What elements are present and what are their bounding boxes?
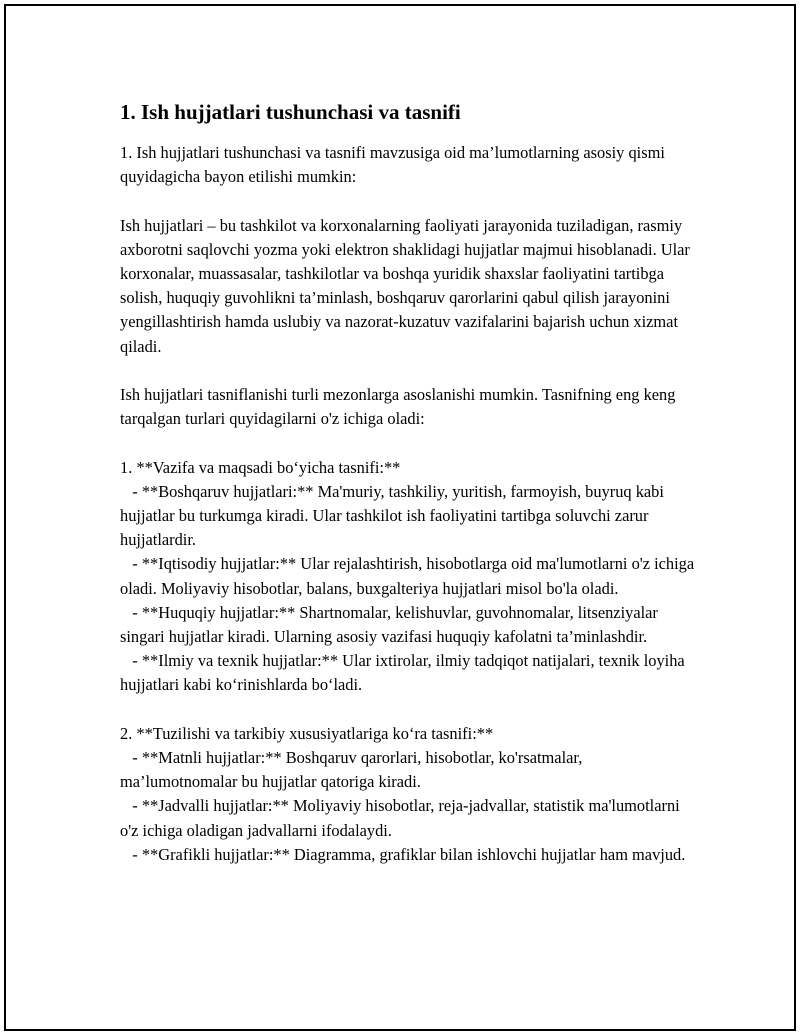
list-item: - **Huquqiy hujjatlar:** Shartnomalar, kelishuvlar, guvohnomalar, litsenziyalar singari hujjatlar kiradi. Ularning asosiy vazifasi huquqiy kafolatni ta’minlashdir. <box>120 602 662 647</box>
list-item: - **Iqtisodiy hujjatlar:** Ular rejalashtirish, hisobotlarga oid ma'lumotlarni o'z ichiga oladi. Moliyaviy hisobotlar, balans, buxgalteriya hujjatlari misol bo'la oladi. <box>120 554 699 598</box>
document-page <box>4 4 796 1031</box>
list-item: - **Grafikli hujjatlar:** Diagramma, grafiklar bilan ishlovchi hujjatlar ham mavjud. <box>120 844 686 864</box>
list-item: - **Jadvalli hujjatlar:** Moliyaviy hisobotlar, reja-jadvallar, statistik ma'lumotlarni o'z ichiga oladigan jadvallarni ifodalaydi. <box>120 796 684 840</box>
list-item: - **Ilmiy va texnik hujjatlar:** Ular ixtirolar, ilmiy tadqiqot natijalari, texnik loyiha hujjatlari kabi ko‘rinishlarda bo‘ladi. <box>120 651 689 695</box>
blank-line <box>120 359 700 383</box>
intro-paragraph: 1. Ish hujjatlari tushunchasi va tasnifi mavzusiga oid ma’lumotlarning asosiy qismi quyidagicha bayon etilishi mumkin: <box>120 143 670 187</box>
blank-line <box>120 698 700 722</box>
definition-paragraph: Ish hujjatlari – bu tashkilot va korxonalarning faoliyati jarayonida tuziladigan, rasmiy axborotni saqlovchi yozma yoki elektron shaklidagi hujjatlar majmui hisoblanadi. Ular korxonalar, muassasalar, tashkilotlar va boshqa yuridik shaxslar faoliyatini tartibga solish, huquqiy guvohlikni ta’minlash, boshqaruv qarorlarini qabul qilish jarayonini yengillashtirish hamda uslubiy va nazorat-kuzatuv vazifalarini bajarish uchun xizmat qiladi. <box>120 215 695 356</box>
list-item: - **Boshqaruv hujjatlari:** Ma'muriy, tashkiliy, yuritish, farmoyish, buyruq kabi hujjatlar bu turkumga kiradi. Ular tashkilot ish faoliyatini tartibga soluvchi zarur hujjatlardir. <box>120 481 669 550</box>
document-title: 1. Ish hujjatlari tushunchasi va tasnifi <box>120 100 461 124</box>
classification-intro-paragraph: Ish hujjatlari tasniflanishi turli mezonlarga asoslanishi mumkin. Tasnifning eng keng tarqalgan turlari quyidagilarni o'z ichiga oladi: <box>120 385 680 429</box>
blank-line <box>120 189 700 213</box>
section-heading-1: 1. **Vazifa va maqsadi bo‘yicha tasnifi:** <box>120 457 401 477</box>
document-content <box>120 98 700 867</box>
section-heading-2: 2. **Tuzilishi va tarkibiy xususiyatlariga ko‘ra tasnifi:** <box>120 723 494 743</box>
blank-line <box>120 431 700 455</box>
document-body <box>120 141 700 867</box>
list-item: - **Matnli hujjatlar:** Boshqaruv qarorlari, hisobotlar, ko'rsatmalar, ma’lumotnomalar bu hujjatlar qatoriga kiradi. <box>120 748 587 792</box>
